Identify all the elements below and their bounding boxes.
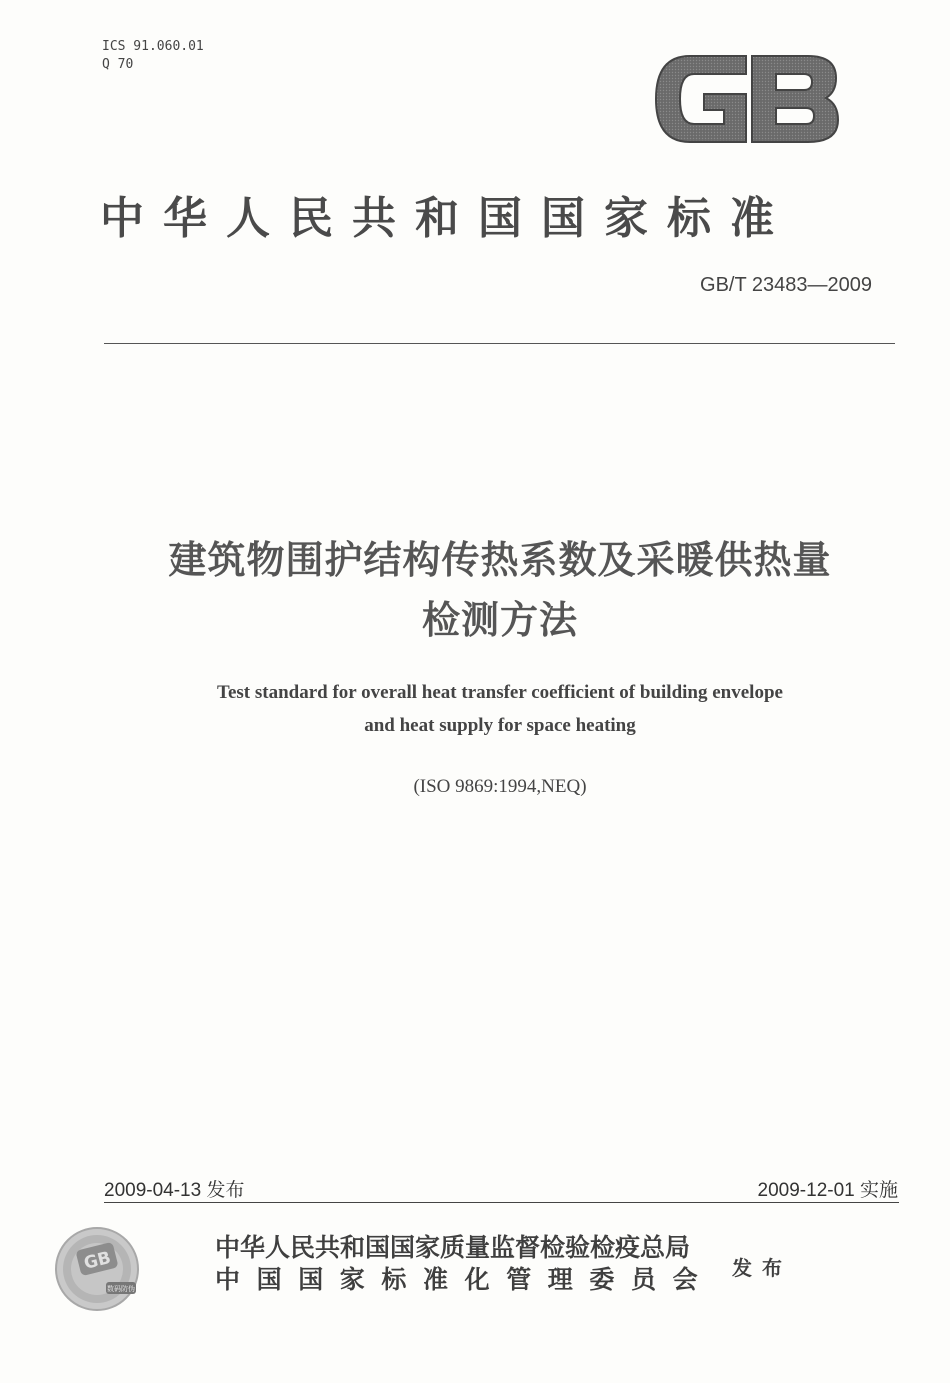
seal-logo-text: GB bbox=[82, 1247, 113, 1274]
publish-label: 发布 bbox=[732, 1256, 792, 1280]
issue-date: 2009-04-13 发布 bbox=[104, 1180, 245, 1201]
title-cn-line-1: 建筑物围护结构传热系数及采暖供热量 bbox=[168, 538, 832, 582]
gb-logo-icon bbox=[650, 50, 842, 148]
ics-code: ICS 91.060.01 bbox=[102, 39, 204, 54]
title-en-line-1: Test standard for overall heat transfer coefficient of building envelope bbox=[217, 682, 783, 703]
effective-date: 2009-12-01 实施 bbox=[757, 1180, 898, 1201]
footer-divider bbox=[104, 1202, 899, 1203]
issuing-authorities bbox=[215, 1232, 714, 1296]
standard-number: GB/T 23483—2009 bbox=[700, 274, 872, 296]
standard-category-title: 中华人民共和国国家标准 bbox=[100, 193, 793, 244]
iso-reference: (ISO 9869:1994,NEQ) bbox=[413, 776, 587, 797]
ics-classification bbox=[102, 38, 204, 74]
document-title-chinese bbox=[0, 530, 950, 650]
title-cn-line-2: 检测方法 bbox=[421, 598, 578, 642]
seal-caption: 数码防伪 bbox=[107, 1285, 135, 1293]
issuer-sac: 中国国家标准化管理委员会 bbox=[215, 1265, 715, 1294]
anti-counterfeit-seal-icon bbox=[54, 1226, 140, 1312]
document-title-english bbox=[0, 676, 950, 742]
header-divider bbox=[104, 343, 895, 344]
issuer-aqsiq: 中华人民共和国国家质量监督检验检疫总局 bbox=[215, 1233, 691, 1262]
ccs-code: Q 70 bbox=[102, 57, 134, 72]
title-en-line-2: and heat supply for space heating bbox=[364, 715, 636, 736]
